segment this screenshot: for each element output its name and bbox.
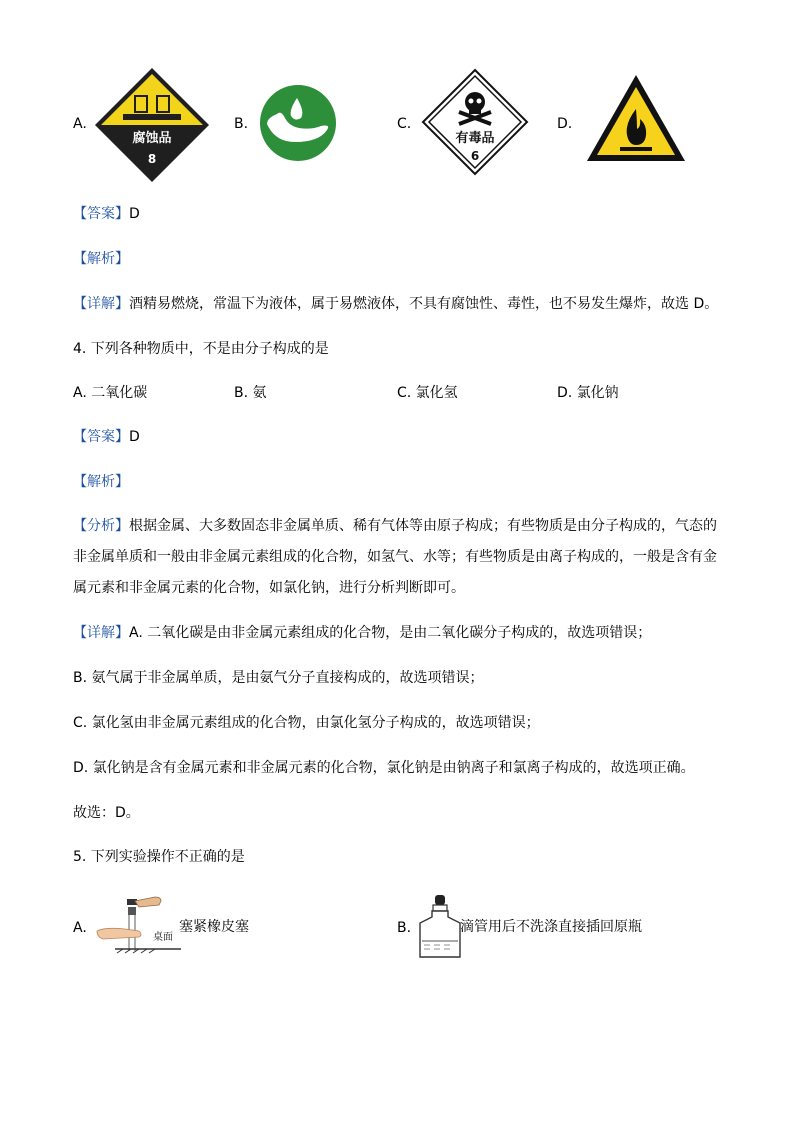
q4-detail-line-a — [73, 623, 651, 643]
q4-fenxi-line-3: 属元素和非金属元素的化合物，如氯化钠，进行分析判断即可。 — [73, 580, 465, 596]
q4-answer-line — [73, 427, 140, 447]
q3-analysis-tag: 【解析】 — [73, 251, 129, 267]
q3-answer-line — [73, 204, 140, 224]
q4-option-c[interactable]: C. 氯化氢 — [397, 385, 458, 401]
detail-tag: 【详解】 — [73, 625, 129, 641]
answer-tag: 【答案】 — [73, 206, 129, 222]
answer-value: D — [129, 206, 140, 222]
q3-option-b-label[interactable]: B. — [234, 116, 249, 132]
q3-option-a-label[interactable]: A. — [73, 116, 87, 132]
q4-option-b[interactable]: B. 氨 — [234, 385, 267, 401]
q4-fenxi-line-1 — [73, 516, 717, 536]
desk-label: 桌面 — [153, 932, 173, 943]
q4-option-d[interactable]: D. 氯化钠 — [557, 385, 619, 401]
q4-detail-line-d: D. 氯化钠是含有金属元素和非金属元素的化合物，氯化钠是由钠离子和氯离子构成的，故选项正确。 — [73, 760, 695, 776]
toxic-sign-icon[interactable] — [421, 68, 529, 176]
q4-stem: 4. 下列各种物质中，不是由分子构成的是 — [73, 341, 329, 357]
q5-option-b-text: 滴管用后不洗涤直接插回原瓶 — [460, 919, 642, 935]
q4-fenxi-line-2: 非金属单质和一般由非金属元素组成的化合物，如氢气、水等；有些物质是由离子构成的，一般是含有金 — [73, 549, 717, 565]
detail-text: 酒精易燃烧，常温下为液体，属于易燃液体，不具有腐蚀性、毒性，也不易发生爆炸，故选 D。 — [129, 296, 719, 312]
corrosive-sign-icon[interactable] — [93, 66, 211, 184]
q4-detail-line-b: B. 氨气属于非金属单质，是由氨气分子直接构成的，故选项错误； — [73, 670, 484, 686]
q3-option-d-label[interactable]: D. — [557, 116, 573, 132]
q5-option-b-label[interactable]: B. — [397, 920, 412, 936]
detail-tag: 【详解】 — [73, 296, 129, 312]
q4-option-a[interactable]: A. 二氧化碳 — [73, 385, 148, 401]
fenxi-text-1: 根据金属、大多数固态非金属单质、稀有气体等由原子构成；有些物质是由分子构成的，气态的 — [129, 518, 717, 534]
fenxi-tag: 【分析】 — [73, 518, 129, 534]
answer-tag: 【答案】 — [73, 429, 129, 445]
q5-option-a-text: 塞紧橡皮塞 — [179, 919, 249, 935]
q5-option-a-label[interactable]: A. — [73, 920, 87, 936]
q4-choose: 故选：D。 — [73, 805, 140, 821]
corrosive-sign-text: 腐蚀品 — [132, 131, 172, 146]
toxic-sign-text: 有毒品 — [455, 131, 495, 146]
q4-analysis-tag: 【解析】 — [73, 474, 129, 490]
rubber-stopper-illustration-icon[interactable] — [95, 893, 185, 963]
corrosive-sign-number: 8 — [147, 152, 157, 166]
answer-value: D — [129, 429, 140, 445]
q3-detail-line — [73, 294, 718, 314]
water-saving-sign-icon[interactable] — [259, 84, 337, 162]
toxic-sign-number: 6 — [470, 149, 480, 163]
dropper-bottle-illustration-icon[interactable] — [416, 893, 464, 961]
q5-stem: 5. 下列实验操作不正确的是 — [73, 849, 245, 865]
q4-detail-line-c: C. 氯化氢由非金属元素组成的化合物，由氯化氢分子构成的，故选项错误； — [73, 715, 540, 731]
detail-text-a: A. 二氧化碳是由非金属元素组成的化合物，是由二氧化碳分子构成的，故选项错误； — [129, 625, 652, 641]
q3-option-c-label[interactable]: C. — [397, 116, 412, 132]
flammable-sign-icon[interactable] — [585, 73, 687, 163]
